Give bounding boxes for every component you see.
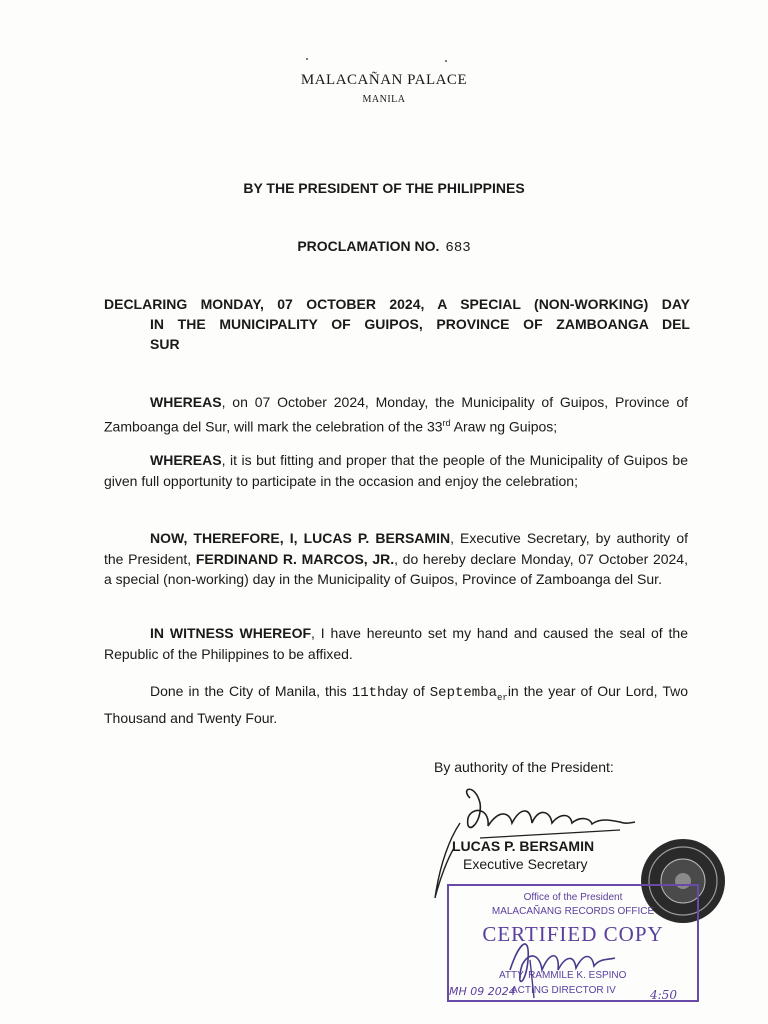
office-heading: MALACAÑAN PALACE bbox=[300, 72, 468, 88]
stamp-certified-copy: CERTIFIED COPY bbox=[482, 922, 664, 946]
signatory-name: LUCAS P. BERSAMIN bbox=[452, 838, 595, 854]
whereas-paragraph-2: WHEREAS, it is but fitting and proper that the people of the Municipality of Guipos be given full opportunity to participate in the occasion and enjoy the celebration; bbox=[104, 452, 688, 489]
done-paragraph: Done in the City of Manila, this 11thday of Septemba$_{er}$in the year of Our Lord, Two Thousand and Twenty Four. bbox=[104, 683, 689, 727]
witness-paragraph: IN WITNESS WHEREOF, I have hereunto set my hand and caused the seal of the Republic of the Philippines to be affixed. bbox=[104, 625, 688, 662]
byline: BY THE PRESIDENT OF THE PHILIPPINES bbox=[243, 180, 525, 196]
scan-speck bbox=[445, 60, 447, 62]
done-month: Septemba bbox=[429, 685, 497, 701]
stamp-director: ACTING DIRECTOR IV bbox=[511, 985, 616, 996]
proclamation-number: 683 bbox=[445, 240, 471, 256]
witness-lead: IN WITNESS WHEREOF bbox=[150, 625, 312, 641]
stamp-attorney: ATTY. RAMMILE K. ESPINO bbox=[499, 970, 627, 981]
signatory-position: Executive Secretary bbox=[463, 856, 588, 872]
scan-speck bbox=[306, 58, 308, 60]
proclamation-label: PROCLAMATION NO. bbox=[297, 238, 440, 254]
done-day: 11th bbox=[351, 685, 386, 701]
city-heading: MANILA bbox=[362, 94, 406, 105]
whereas-lead: WHEREAS bbox=[150, 394, 222, 410]
stamp-handwritten-date: MH 09 2024 bbox=[449, 985, 516, 998]
president-name: FERDINAND R. MARCOS, JR. bbox=[195, 550, 395, 567]
authority-line: By authority of the President: bbox=[434, 759, 614, 775]
declaration-paragraph: NOW, THEREFORE, I, LUCAS P. BERSAMIN, Executive Secretary, by authority of the President, FERDINAND R. MARCOS, JR., do hereby declare Monday, 07 October 2024, a special (non-working) day in the Municipality of Guipos, Province of Zamboanga del Sur. bbox=[104, 530, 689, 587]
proclamation-title bbox=[104, 294, 690, 354]
declaration-lead: NOW, THEREFORE, I, LUCAS P. BERSAMIN bbox=[150, 530, 451, 546]
title-line-2: IN THE MUNICIPALITY OF GUIPOS, PROVINCE OF ZAMBOANGA DEL bbox=[150, 316, 690, 332]
whereas-paragraph-1: WHEREAS, on 07 October 2024, Monday, the Municipality of Guipos, Province of Zamboanga del Sur, will mark the celebration of the 33rd Araw ng Guipos; bbox=[104, 394, 688, 435]
stamp-records-office: MALACAÑANG RECORDS OFFICE bbox=[491, 906, 655, 917]
proclamation-heading bbox=[0, 238, 768, 256]
title-line-3: SUR bbox=[150, 336, 180, 352]
stamp-office: Office of the President bbox=[523, 892, 623, 903]
title-line-1: DECLARING MONDAY, 07 OCTOBER 2024, A SPECIAL (NON-WORKING) DAY bbox=[104, 296, 690, 312]
stamp-signature-scribble bbox=[500, 930, 620, 1000]
stamp-handwritten-time: 4:50 bbox=[650, 988, 677, 1002]
whereas-lead: WHEREAS bbox=[150, 452, 222, 468]
